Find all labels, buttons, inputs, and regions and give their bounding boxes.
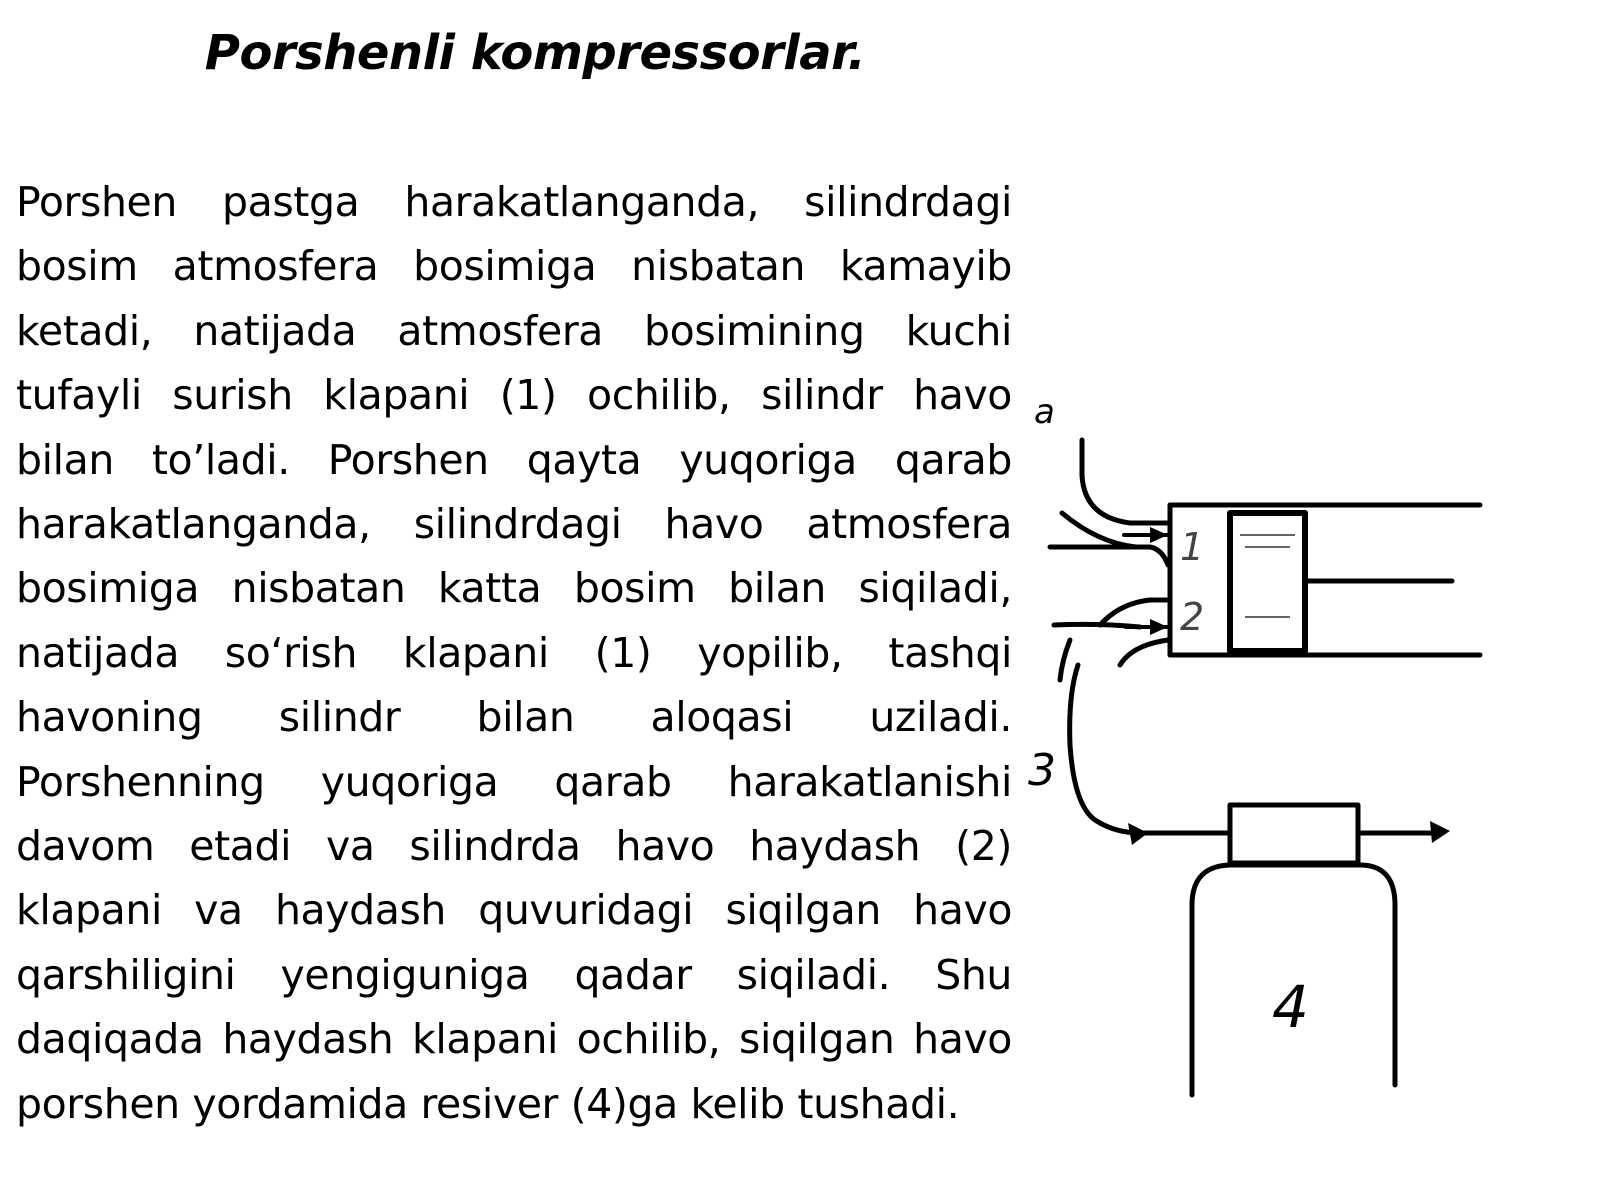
intake-flow-line <box>1062 513 1136 547</box>
discharge-pipe-lower <box>1120 640 1168 665</box>
label-receiver-4: 4 <box>1272 973 1309 1041</box>
discharge-pipe-upper <box>1100 600 1168 625</box>
body-paragraph: Porshen pastga harakatlanganda, silindrdagi bosim atmosfera bosimiga nisbatan kamayib ketadi, natijada atmosfera bosimining kuchi tufayli surish klapani (1) ochilib, silindr havo bilan to’ladi. Porshen qayta yuqoriga qarab harakatlanganda, silindrdagi havo atmosfera bosimiga nisbatan katta bosim bilan siqiladi, natijada so‘rish klapani (1) yopilib, tashqi havoning silindr bilan aloqasi uziladi. Porshenning yuqoriga qarab harakatlanishi davom etadi va silindrda havo haydash (2) klapani va haydash quvuridagi siqilgan havo qarshiligini yengiguniga qadar siqiladi. Shu daqiqada haydash klapani ochilib, siqilgan havo porshen yordamida resiver (4)ga kelib tushadi. <box>16 178 1012 1128</box>
arrow-valve-1 <box>1150 527 1168 543</box>
intake-pipe-lower <box>1050 547 1168 565</box>
compressor-diagram <box>1028 392 1540 1135</box>
arrow-outlet <box>1430 821 1450 843</box>
receiver-valve-box <box>1230 805 1358 863</box>
arrow-valve-2 <box>1150 619 1168 635</box>
label-valve-2: 2 <box>1180 595 1205 639</box>
discharge-line-tail <box>1060 640 1070 680</box>
label-valve-1: 1 <box>1180 525 1205 569</box>
discharge-line <box>1070 665 1140 833</box>
arrow-receiver-inlet <box>1128 823 1148 845</box>
slide-title: Porshenli kompressorlar. <box>204 25 866 81</box>
intake-pipe-upper <box>1082 440 1168 523</box>
label-a: a <box>1034 392 1055 432</box>
label-pipe-3: 3 <box>1028 745 1056 796</box>
piston <box>1230 513 1305 651</box>
